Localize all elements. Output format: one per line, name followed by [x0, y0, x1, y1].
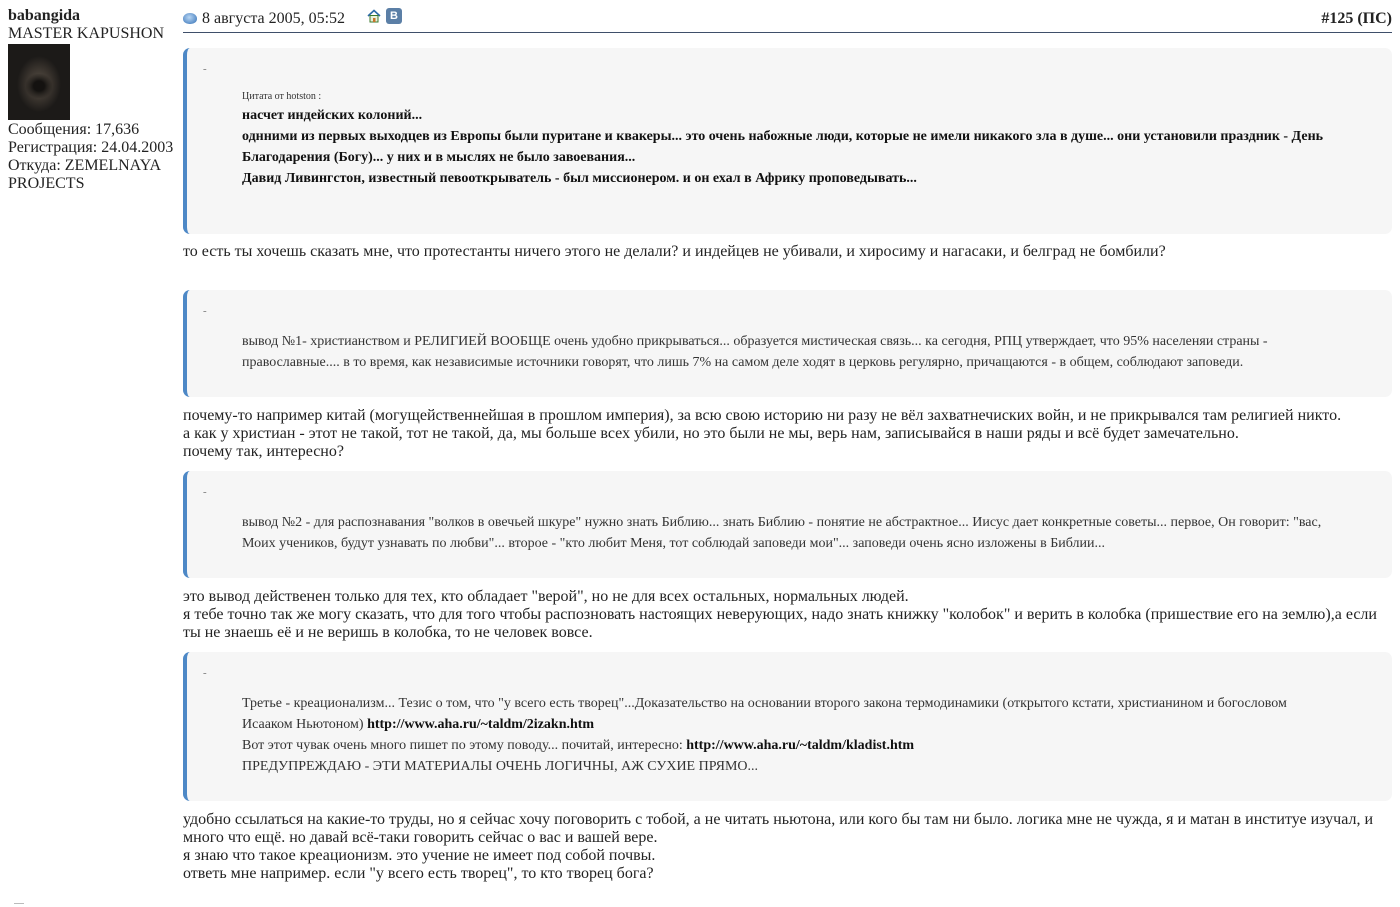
- user-sidebar: [8, 7, 178, 193]
- quote-body: [242, 48, 1332, 189]
- quote-body: вывод №2 - для распознавания "волков в овечьей шкуре" нужно знать Библию... знать Библию - понятие не абстрактное... Иисус дает конкретные советы... первое, Он говорит: "вас, Моих учеников, будут узнавать по любви"... второе - "кто любит Меня, тот соблюдай заповеди мои"... заповеди очень ясно изложены в Библии...: [242, 515, 1322, 551]
- quote-body: [242, 652, 1332, 777]
- quote-block: [183, 652, 1392, 801]
- message-icon: [183, 13, 197, 24]
- quote-link[interactable]: http://www.aha.ru/~taldm/kladist.htm: [686, 738, 915, 753]
- post-text: [183, 243, 1392, 261]
- post-date: 8 августа 2005, 05:52: [202, 10, 346, 27]
- user-location-line2: PROJECTS: [8, 175, 85, 192]
- user-title: MASTER KAPUSHON: [8, 25, 165, 42]
- post-text: [183, 588, 1392, 642]
- post-paragraph: то есть ты хочешь сказать мне, что протестанты ничего этого не делали? и индейцев не убивали, и хиросиму и нагасаки, и белград не бомбили?: [183, 243, 1166, 260]
- quote-body: вывод №1- христианством и РЕЛИГИЕЙ ВООБЩЕ очень удобно прикрываться... образуется мистическая связь... ка сегодня, РПЦ утверждает, что 95% населеняи страны - православные.... в то время, как независимые источники говорят, что лишь 7% на самом деле ходят в церковь регулярно, причащаются - в общем, соблюдают заповеди.: [242, 334, 1268, 370]
- quote-author: Цитата от hotston :: [242, 91, 322, 102]
- post-number: [1321, 10, 1392, 28]
- footer-mark: [14, 903, 24, 904]
- quote-text: Третье - креационализм... Тезис о том, что "у всего есть творец"...Доказательство на основании второго закона термодинамики (открытого кстати, христианином и богословом Исааком Ньютоном): [242, 696, 1287, 732]
- quote-line: ПРЕДУПРЕЖДАЮ - ЭТИ МАТЕРИАЛЫ ОЧЕНЬ ЛОГИЧНЫ, АЖ СУХИЕ ПРЯМО...: [242, 759, 759, 774]
- quote-dash: -: [203, 667, 207, 679]
- quote-block: [183, 290, 1392, 397]
- post-paragraph: ответь мне например. если "у всего есть творец", то кто творец бога?: [183, 865, 654, 882]
- user-registration: Регистрация: 24.04.2003: [8, 139, 174, 156]
- vk-icon[interactable]: В: [386, 8, 402, 24]
- quote-dash: -: [203, 486, 207, 498]
- post-text: [183, 811, 1392, 883]
- quote-block: [183, 471, 1392, 578]
- quote-line: насчет индейских колоний...: [242, 108, 423, 123]
- quote-line: [242, 735, 1332, 756]
- post-paragraph: почему-то например китай (могущейственнейшая в прошлом империя), за всю свою историю ни разу не вёл захватнечиских войн, и не прикрывался там религией никто.: [183, 407, 1342, 424]
- ps-link[interactable]: (ПС): [1357, 10, 1392, 27]
- post-content: [183, 7, 1392, 883]
- user-location: [8, 157, 178, 193]
- post-header: [183, 7, 1392, 33]
- quote-text: Вот этот чувак очень много пишет по этому поводу... почитай, интересно:: [242, 738, 687, 753]
- quote-dash: -: [203, 305, 207, 317]
- user-post-count: Сообщения: 17,636: [8, 121, 140, 138]
- quote-line: [242, 693, 1332, 735]
- quote-block: [183, 48, 1392, 234]
- quote-dash: -: [203, 63, 207, 75]
- quote-link[interactable]: http://www.aha.ru/~taldm/2izakn.htm: [367, 717, 595, 732]
- post-paragraph: я знаю что такое креационизм. это учение не имеет под собой почвы.: [183, 847, 656, 864]
- post-number-link[interactable]: #125: [1321, 10, 1354, 27]
- user-location-line1: Откуда: ZEMELNAYA: [8, 157, 162, 174]
- quote-line: Давид Ливингстон, известный певооткрыватель - был миссионером. и он ехал в Африку проповедывать...: [242, 171, 917, 186]
- post-paragraph: почему так, интересно?: [183, 443, 344, 460]
- post-date-container: [183, 10, 345, 28]
- avatar[interactable]: [8, 44, 70, 120]
- home-icon[interactable]: [367, 9, 381, 23]
- post-text: [183, 407, 1392, 461]
- username-link[interactable]: babangida: [8, 7, 81, 24]
- quote-line: однними из первых выходцев из Европы были пуритане и квакеры... это очень набожные люди, которые не имели никакого зла в душе... они установили праздник - День Благодарения (Богу)... у них и в мыслях не было завоевания...: [242, 129, 1324, 165]
- post-paragraph: удобно ссылаться на какие-то труды, но я сейчас хочу поговорить с тобой, а не читать ньютона, или кого бы там ни было. логика мне не чужда, я и матан в институе изучал, и много что ещё. но давай всё-таки говорить сейчас о вас и вашей вере.: [183, 811, 1373, 846]
- post-paragraph: я тебе точно так же могу сказать, что для того чтобы распозновать настоящих неверующих, надо знать книжку "колобок" и верить в колобка (пришествие его на землю),а если ты не знаешь её и не веришь в колобка, то не человек вовсе.: [183, 606, 1377, 641]
- post-paragraph: а как у христиан - этот не такой, тот не такой, да, мы больше всех убили, но это были не мы, верь нам, записывайся в наши ряды и всё будет замечательно.: [183, 425, 1239, 442]
- post-paragraph: это вывод действенен только для тех, кто обладает "верой", но не для всех остальных, нормальных людей.: [183, 588, 909, 605]
